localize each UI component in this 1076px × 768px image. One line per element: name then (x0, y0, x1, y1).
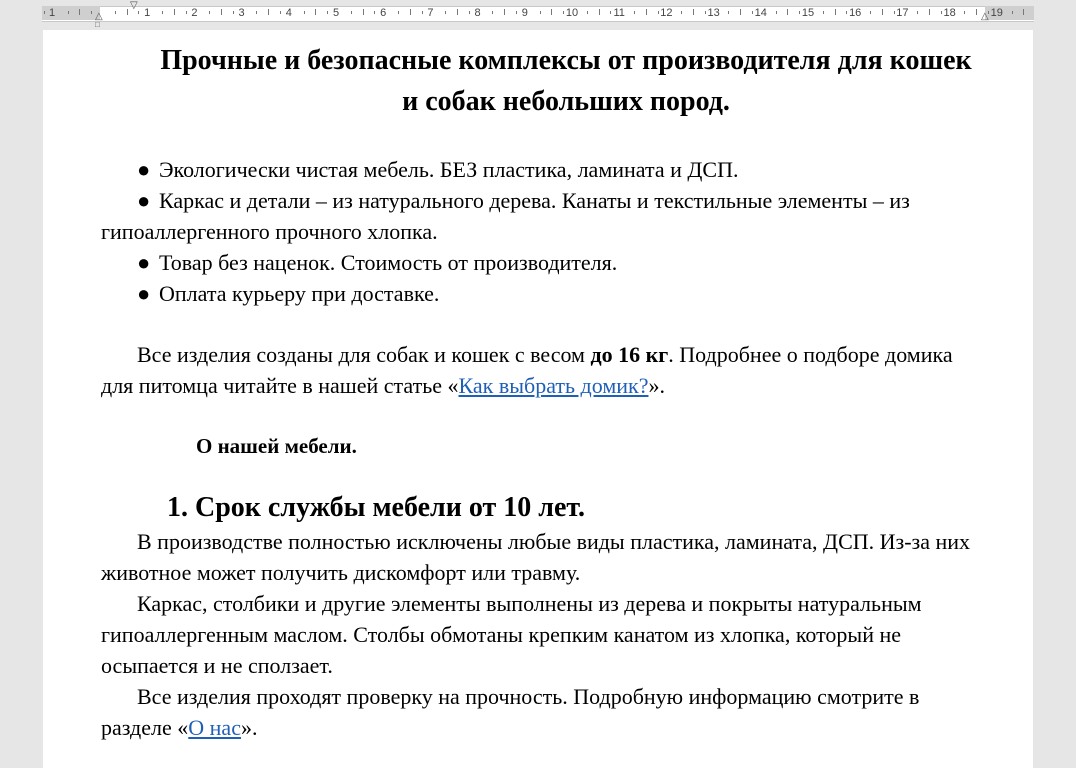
ruler-tick (504, 9, 505, 15)
ruler-tick (646, 9, 647, 15)
document-body (101, 40, 981, 743)
ruler-tick (138, 11, 139, 14)
ruler-tick (469, 11, 470, 14)
list-item: ● Экологически чистая мебель. БЕЗ пластика, ламината и ДСП. (101, 154, 981, 185)
document-page[interactable] (43, 30, 1033, 768)
list-item: ● Оплата курьеру при доставке. (101, 278, 981, 309)
ruler-number: 12 (660, 7, 673, 19)
ruler-tick (799, 11, 800, 14)
ruler-number: 1 (48, 7, 56, 19)
ruler-number: 16 (849, 7, 862, 19)
section-heading: 1. Срок службы мебели от 10 лет. (167, 492, 586, 523)
ruler-tick (929, 9, 930, 15)
ruler-tick (882, 9, 883, 15)
hanging-indent-marker[interactable]: △ (95, 11, 103, 22)
first-line-indent-marker[interactable]: ▽ (130, 0, 138, 11)
ruler-tick (280, 11, 281, 14)
ruler-number: 3 (238, 7, 245, 19)
ruler-tick (115, 11, 116, 14)
ruler-tick (457, 9, 458, 15)
ruler-tick (681, 11, 682, 14)
ruler-number: 11 (613, 7, 625, 19)
ruler-tick (233, 11, 234, 14)
ruler-tick (374, 11, 375, 14)
section-paragraph-3: Все изделия проходят проверку на прочность. Подробную информацию смотрите в разделе «О нас». (101, 684, 920, 740)
ruler-number: 7 (427, 7, 434, 19)
ruler-tick (894, 11, 895, 14)
ruler-tick (256, 11, 257, 14)
ruler-tick (705, 11, 706, 14)
ruler-tick (492, 11, 493, 14)
ruler-number: 8 (474, 7, 481, 19)
ruler-number: 13 (707, 7, 720, 19)
ruler-tick (693, 9, 694, 15)
ruler-tick (740, 9, 741, 15)
ruler-number: 9 (521, 7, 528, 19)
ruler-tick (835, 9, 836, 15)
ruler-tick (976, 9, 977, 15)
ruler-tick (410, 9, 411, 15)
feature-list (101, 154, 981, 309)
ruler-tick (209, 11, 210, 14)
bullet-icon: ● (137, 281, 151, 306)
ruler-tick (162, 11, 163, 14)
ruler-tick (551, 9, 552, 15)
bullet-icon: ● (137, 188, 151, 213)
ruler-tick (610, 11, 611, 14)
ruler-number: 19 (990, 7, 1003, 19)
bullet-icon: ● (137, 157, 151, 182)
ruler-tick (1012, 11, 1013, 14)
ruler-tick (752, 11, 753, 14)
ruler-tick (787, 9, 788, 15)
section-paragraph-1: В производстве полностью исключены любые виды пластика, ламината, ДСП. Из-за них животное может получить дискомфорт или травму. (101, 529, 971, 585)
ruler-tick (91, 11, 92, 14)
ruler-tick (174, 9, 175, 15)
ruler-tick (186, 11, 187, 14)
ruler-tick (363, 9, 364, 15)
ruler-tick (658, 11, 659, 14)
ruler-tick (445, 11, 446, 14)
ruler-tick (941, 11, 942, 14)
ruler-tick (268, 9, 269, 15)
ruler-tick (315, 9, 316, 15)
ruler-number: 5 (332, 7, 340, 19)
ruler-tick (846, 11, 847, 14)
ruler-tick (327, 11, 328, 14)
ruler-tick (776, 11, 777, 14)
ruler-tick (587, 11, 588, 14)
ruler-tick (728, 11, 729, 14)
ruler-tick (540, 11, 541, 14)
ruler-tick (599, 9, 600, 15)
subheading: О нашей мебели. (196, 434, 357, 458)
ruler-tick (44, 11, 45, 14)
ruler-tick (917, 11, 918, 14)
document-title: Прочные и безопасные комплексы от производителя для кошек и собак небольших пород. (160, 45, 972, 117)
ruler-number: 18 (943, 7, 956, 19)
ruler-tick (1023, 9, 1024, 15)
left-indent-marker[interactable]: □ (95, 20, 100, 29)
ruler-number: 1 (144, 7, 151, 19)
bullet-icon: ● (137, 250, 151, 275)
ruler-tick (398, 11, 399, 14)
choose-house-link[interactable]: Как выбрать домик? (458, 373, 649, 398)
ruler-tick (351, 11, 352, 14)
ruler-tick (304, 11, 305, 14)
ruler-number: 10 (565, 7, 579, 19)
ruler-tick (516, 11, 517, 14)
ruler-number: 14 (754, 7, 767, 19)
intro-paragraph: Все изделия созданы для собак и кошек с весом до 16 кг. Подробнее о подборе домика для питомца читайте в нашей статье «Как выбрать домик?». (101, 342, 953, 398)
ruler-number: 2 (191, 7, 198, 19)
ruler-tick (964, 11, 965, 14)
ruler-tick (823, 11, 824, 14)
ruler-number: 4 (285, 7, 292, 19)
ruler-tick (870, 11, 871, 14)
ruler-tick (563, 11, 564, 14)
list-item: ● Каркас и детали – из натурального дерева. Канаты и текстильные элементы – из гипоаллергенного прочного хлопка. (101, 185, 981, 247)
right-indent-marker[interactable]: △ (981, 11, 989, 22)
ruler-number: 6 (380, 7, 387, 19)
section-paragraph-2: Каркас, столбики и другие элементы выполнены из дерева и покрыты натуральным гипоаллергенным маслом. Столбы обмотаны крепким канатом из хлопка, который не осыпается и не сползает. (101, 591, 922, 678)
ruler-tick (127, 9, 128, 15)
about-us-link[interactable]: О нас (188, 715, 241, 740)
ruler-number: 17 (896, 7, 909, 19)
list-item: ● Товар без наценок. Стоимость от производителя. (101, 247, 981, 278)
ruler-tick (634, 11, 635, 14)
horizontal-ruler[interactable] (0, 0, 1076, 29)
ruler-number: 15 (801, 7, 815, 19)
ruler-tick (221, 9, 222, 15)
ruler-tick (422, 11, 423, 14)
ruler-tick (68, 11, 69, 14)
ruler-tick (79, 9, 80, 15)
